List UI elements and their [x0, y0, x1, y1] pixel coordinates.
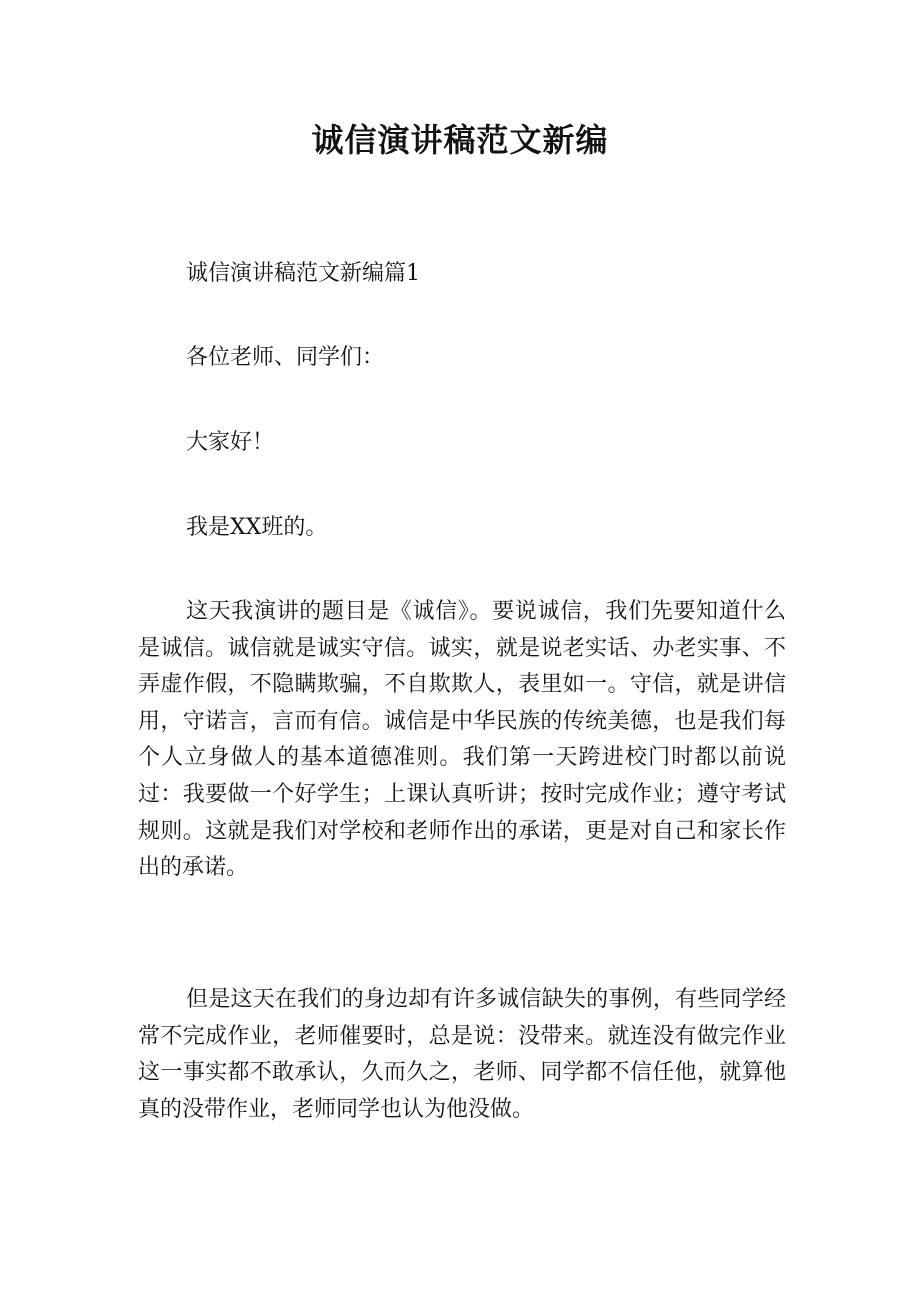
salutation: 各位老师、同学们： — [186, 345, 385, 370]
body-paragraph: 这天我演讲的题目是《诚信》。要说诚信，我们先要知道什么是诚信。诚信就是诚实守信。诚实，就是说老实话、办老实事、不弄虚作假，不隐瞒欺骗，不自欺欺人，表里如一。守信，就是讲信用，守诺言，言而有信。诚信是中华民族的传统美德，也是我们每个人立身做人的基本道德准则。我们第一天跨进校门时都以前说过：我要做一个好学生；上课认真听讲；按时完成作业；遵守考试规则。这就是我们对学校和老师作出的承诺，更是对自己和家长作出的承诺。 — [138, 599, 786, 881]
section-heading: 诚信演讲稿范文新编篇1 — [186, 261, 420, 286]
greeting: 大家好！ — [186, 430, 275, 455]
self-introduction: 我是XX班的。 — [186, 515, 328, 540]
document-title: 诚信演讲稿范文新编 — [311, 121, 609, 159]
body-paragraph: 但是这天在我们的身边却有许多诚信缺失的事例，有些同学经常不完成作业，老师催要时，总是说：没带来。就连没有做完作业这一事实都不敢承认，久而久之，老师、同学都不信任他，就算他真的没带作业，老师同学也认为他没做。 — [138, 987, 786, 1122]
